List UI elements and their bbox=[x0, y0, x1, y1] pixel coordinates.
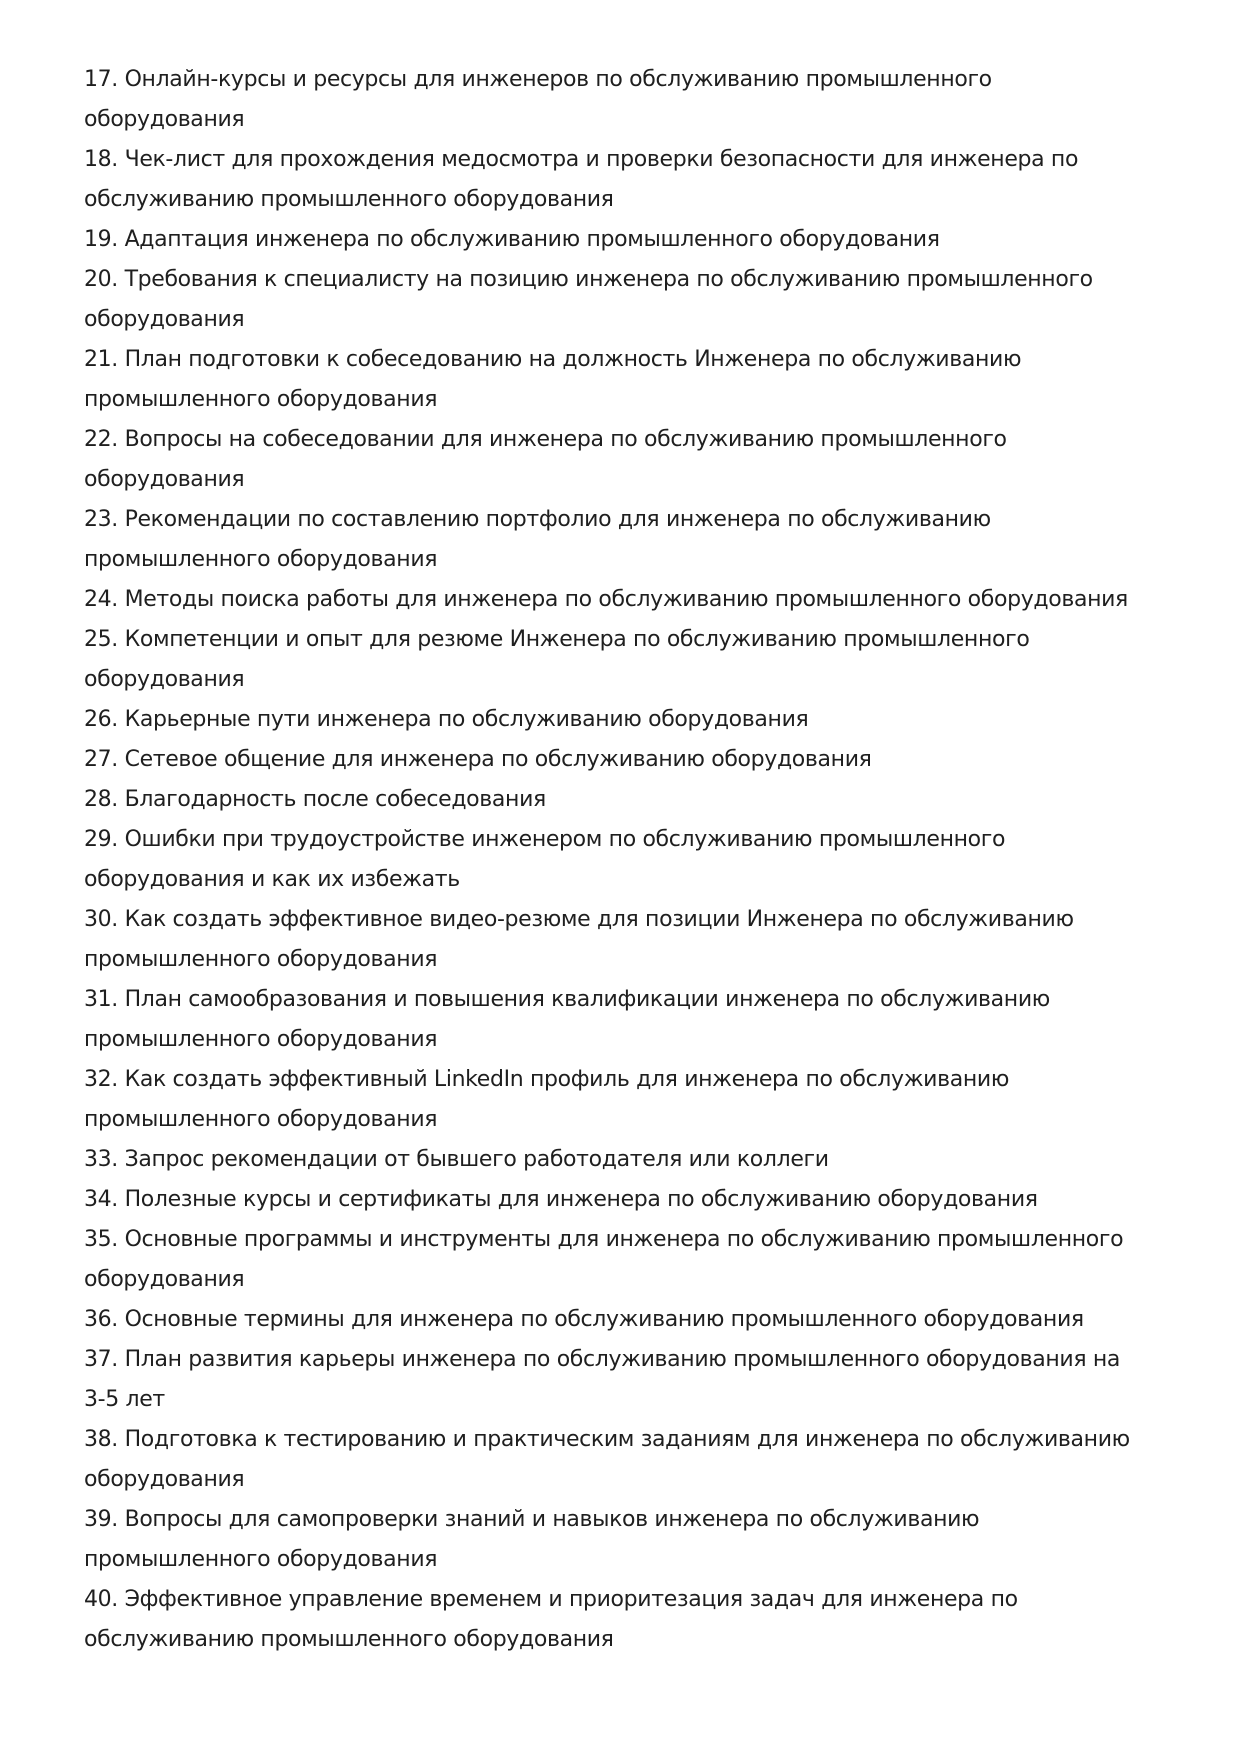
list-item-text-line: 28. Благодарность после собеседования bbox=[84, 787, 546, 812]
list-item-text-line: 31. План самообразования и повышения квалификации инженера по обслуживанию bbox=[84, 987, 1050, 1012]
list-item bbox=[84, 1580, 1174, 1660]
list-item-text-line: 18. Чек-лист для прохождения медосмотра и проверки безопасности для инженера по bbox=[84, 147, 1079, 172]
list-item-text-line: 34. Полезные курсы и сертификаты для инженера по обслуживанию оборудования bbox=[84, 1187, 1038, 1212]
list-item-text-line: промышленного оборудования bbox=[84, 1547, 438, 1572]
list-item bbox=[84, 1420, 1174, 1500]
list-item-text-line: 40. Эффективное управление временем и приоритезация задач для инженера по bbox=[84, 1587, 1018, 1612]
list-item bbox=[84, 580, 1174, 620]
list-item-text-line: 29. Ошибки при трудоустройстве инженером по обслуживанию промышленного bbox=[84, 827, 1006, 852]
document-page bbox=[84, 60, 1174, 1660]
table-of-contents-list bbox=[84, 60, 1174, 1660]
list-item-text-line: 22. Вопросы на собеседовании для инженера по обслуживанию промышленного bbox=[84, 427, 1007, 452]
list-item bbox=[84, 1220, 1174, 1300]
list-item-text-line: промышленного оборудования bbox=[84, 1027, 438, 1052]
list-item-text-line: 37. План развития карьеры инженера по обслуживанию промышленного оборудования на bbox=[84, 1347, 1121, 1372]
list-item-text-line: оборудования bbox=[84, 307, 245, 332]
list-item-text-line: обслуживанию промышленного оборудования bbox=[84, 1627, 614, 1652]
list-item bbox=[84, 780, 1174, 820]
list-item-text-line: оборудования bbox=[84, 1267, 245, 1292]
list-item-text-line: оборудования и как их избежать bbox=[84, 867, 460, 892]
list-item-text-line: 27. Сетевое общение для инженера по обслуживанию оборудования bbox=[84, 747, 872, 772]
list-item-text-line: 36. Основные термины для инженера по обслуживанию промышленного оборудования bbox=[84, 1307, 1084, 1332]
list-item-text-line: промышленного оборудования bbox=[84, 1107, 438, 1132]
list-item bbox=[84, 260, 1174, 340]
list-item-text-line: промышленного оборудования bbox=[84, 947, 438, 972]
list-item bbox=[84, 220, 1174, 260]
list-item-text-line: 32. Как создать эффективный LinkedIn профиль для инженера по обслуживанию bbox=[84, 1067, 1010, 1092]
list-item bbox=[84, 500, 1174, 580]
list-item-text-line: обслуживанию промышленного оборудования bbox=[84, 187, 614, 212]
list-item bbox=[84, 1060, 1174, 1140]
list-item bbox=[84, 740, 1174, 780]
list-item-text-line: 3-5 лет bbox=[84, 1387, 165, 1412]
list-item-text-line: промышленного оборудования bbox=[84, 387, 438, 412]
list-item-text-line: оборудования bbox=[84, 467, 245, 492]
list-item bbox=[84, 140, 1174, 220]
list-item bbox=[84, 340, 1174, 420]
list-item bbox=[84, 1300, 1174, 1340]
list-item bbox=[84, 620, 1174, 700]
list-item-text-line: 26. Карьерные пути инженера по обслуживанию оборудования bbox=[84, 707, 809, 732]
list-item bbox=[84, 60, 1174, 140]
list-item-text-line: 17. Онлайн-курсы и ресурсы для инженеров по обслуживанию промышленного bbox=[84, 67, 992, 92]
list-item-text-line: 23. Рекомендации по составлению портфолио для инженера по обслуживанию bbox=[84, 507, 991, 532]
list-item-text-line: 25. Компетенции и опыт для резюме Инженера по обслуживанию промышленного bbox=[84, 627, 1030, 652]
list-item bbox=[84, 1340, 1174, 1420]
list-item-text-line: оборудования bbox=[84, 1467, 245, 1492]
list-item bbox=[84, 700, 1174, 740]
list-item-text-line: 39. Вопросы для самопроверки знаний и навыков инженера по обслуживанию bbox=[84, 1507, 980, 1532]
list-item-text-line: 21. План подготовки к собеседованию на должность Инженера по обслуживанию bbox=[84, 347, 1022, 372]
list-item bbox=[84, 900, 1174, 980]
list-item-text-line: 38. Подготовка к тестированию и практическим заданиям для инженера по обслуживанию bbox=[84, 1427, 1130, 1452]
list-item bbox=[84, 1180, 1174, 1220]
list-item-text-line: промышленного оборудования bbox=[84, 547, 438, 572]
list-item-text-line: оборудования bbox=[84, 667, 245, 692]
list-item-text-line: оборудования bbox=[84, 107, 245, 132]
list-item-text-line: 20. Требования к специалисту на позицию инженера по обслуживанию промышленного bbox=[84, 267, 1093, 292]
list-item-text-line: 19. Адаптация инженера по обслуживанию промышленного оборудования bbox=[84, 227, 940, 252]
list-item bbox=[84, 820, 1174, 900]
list-item-text-line: 35. Основные программы и инструменты для инженера по обслуживанию промышленного bbox=[84, 1227, 1124, 1252]
list-item bbox=[84, 1140, 1174, 1180]
list-item bbox=[84, 420, 1174, 500]
list-item bbox=[84, 1500, 1174, 1580]
list-item-text-line: 33. Запрос рекомендации от бывшего работодателя или коллеги bbox=[84, 1147, 829, 1172]
list-item-text-line: 24. Методы поиска работы для инженера по обслуживанию промышленного оборудования bbox=[84, 587, 1128, 612]
list-item bbox=[84, 980, 1174, 1060]
list-item-text-line: 30. Как создать эффективное видео-резюме для позиции Инженера по обслуживанию bbox=[84, 907, 1074, 932]
